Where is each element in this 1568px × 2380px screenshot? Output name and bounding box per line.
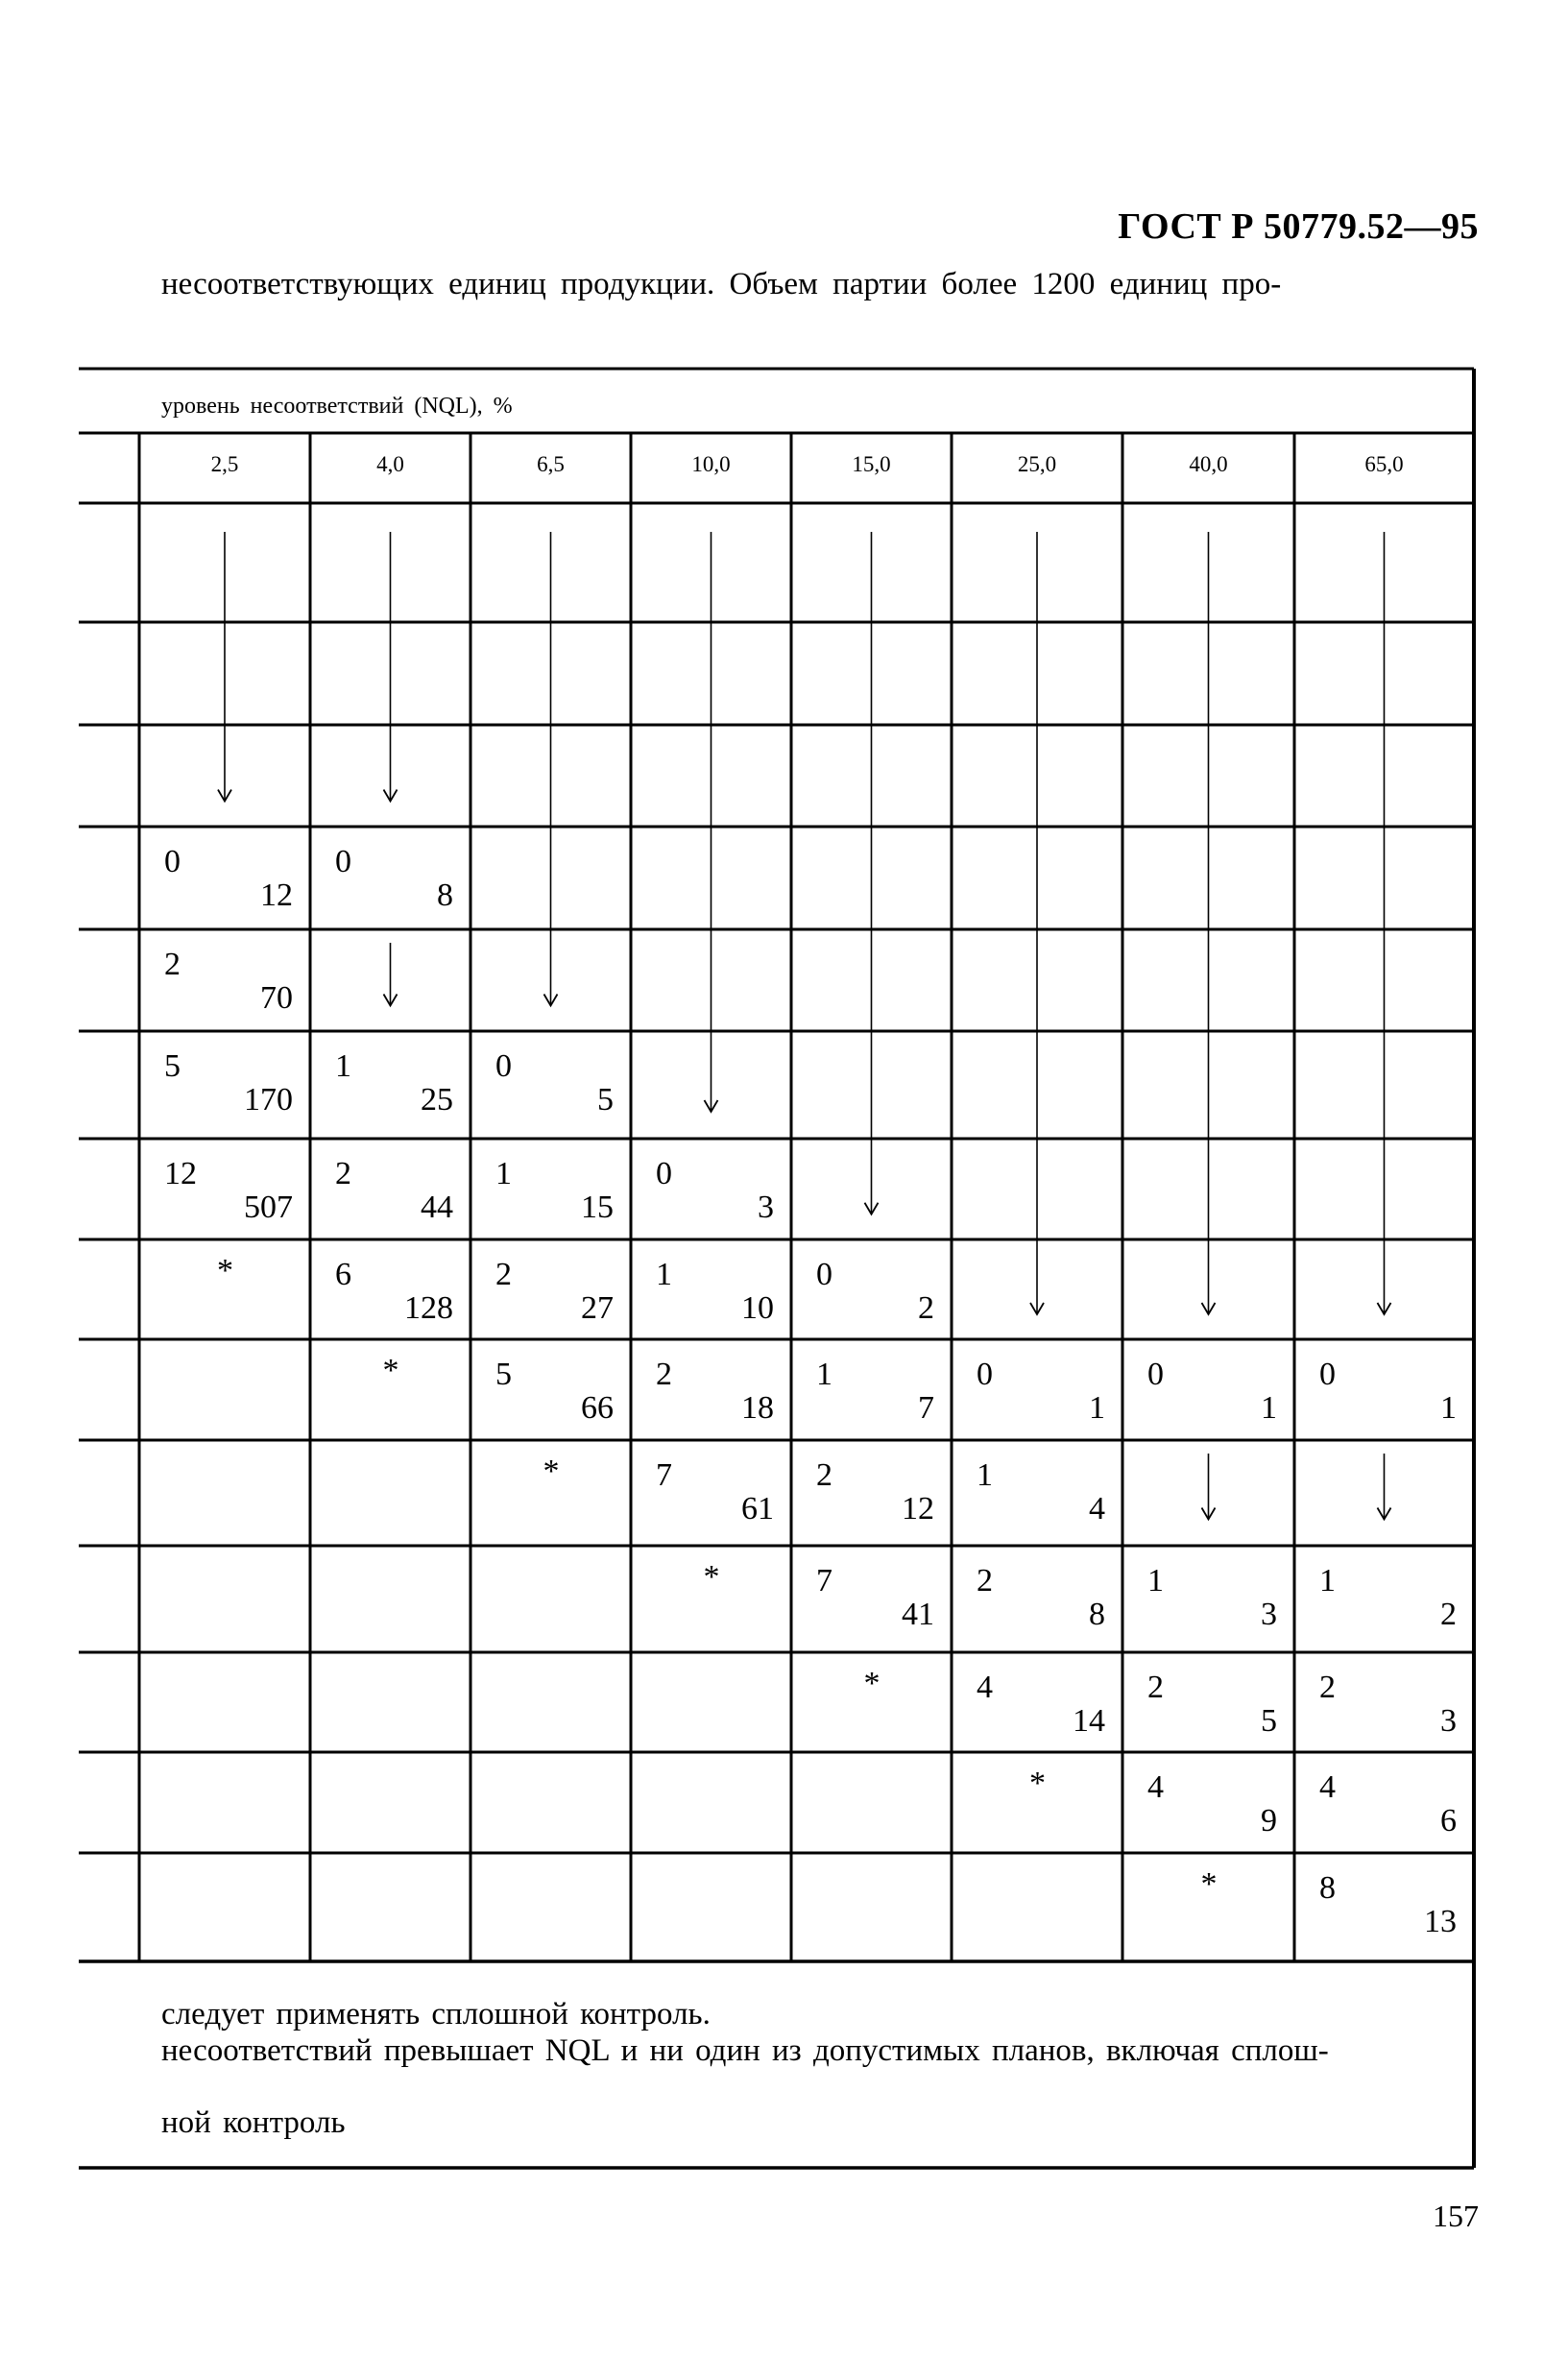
sample-size: 3 bbox=[758, 1190, 774, 1225]
sample-size: 44 bbox=[421, 1190, 453, 1225]
column-header: 4,0 bbox=[376, 452, 404, 476]
acceptance-number: 2 bbox=[495, 1257, 512, 1292]
acceptance-number: 2 bbox=[816, 1457, 832, 1493]
acceptance-number: 0 bbox=[1147, 1357, 1164, 1392]
acceptance-number: 1 bbox=[335, 1048, 351, 1084]
acceptance-number: 1 bbox=[1319, 1563, 1336, 1599]
acceptance-number: 0 bbox=[495, 1048, 512, 1084]
asterisk-mark: * bbox=[1200, 1866, 1218, 1902]
note-line-3: ной контроль bbox=[161, 2105, 346, 2140]
acceptance-number: 6 bbox=[335, 1257, 351, 1292]
note-line-1: следует применять сплошной контроль. bbox=[161, 1997, 711, 2031]
sample-size: 25 bbox=[421, 1082, 453, 1118]
sample-size: 3 bbox=[1440, 1703, 1457, 1739]
asterisk-mark: * bbox=[703, 1559, 720, 1595]
acceptance-number: 4 bbox=[977, 1670, 993, 1705]
acceptance-number: 4 bbox=[1319, 1769, 1336, 1805]
acceptance-number: 0 bbox=[816, 1257, 832, 1292]
sample-size: 7 bbox=[918, 1390, 934, 1426]
sample-size: 6 bbox=[1440, 1803, 1457, 1839]
sample-size: 13 bbox=[1424, 1904, 1457, 1939]
sample-size: 1 bbox=[1440, 1390, 1457, 1426]
sample-size: 2 bbox=[918, 1290, 934, 1326]
asterisk-mark: * bbox=[543, 1454, 560, 1489]
note-line-2: несоответствий превышает NQL и ни один из допустимых планов, включая сплош- bbox=[161, 2033, 1329, 2068]
sample-size: 12 bbox=[260, 877, 293, 913]
acceptance-number: 2 bbox=[656, 1357, 672, 1392]
asterisk-mark: * bbox=[863, 1666, 880, 1701]
acceptance-number: 2 bbox=[164, 947, 181, 982]
sample-size: 1 bbox=[1261, 1390, 1277, 1426]
sample-size: 170 bbox=[244, 1082, 293, 1118]
acceptance-number: 0 bbox=[164, 844, 181, 879]
acceptance-number: 0 bbox=[656, 1156, 672, 1191]
column-header: 10,0 bbox=[691, 452, 731, 476]
acceptance-number: 1 bbox=[495, 1156, 512, 1191]
column-header: 25,0 bbox=[1017, 452, 1057, 476]
intro-text: несоответствующих единиц продукции. Объем партии более 1200 единиц про- bbox=[161, 267, 1282, 301]
column-header: 6,5 bbox=[537, 452, 565, 476]
sample-size: 61 bbox=[741, 1491, 774, 1527]
sample-size: 27 bbox=[581, 1290, 614, 1326]
sample-size: 1 bbox=[1089, 1390, 1105, 1426]
acceptance-number: 1 bbox=[1147, 1563, 1164, 1599]
acceptance-number: 2 bbox=[335, 1156, 351, 1191]
acceptance-number: 5 bbox=[164, 1048, 181, 1084]
sample-size: 15 bbox=[581, 1190, 614, 1225]
sample-size: 8 bbox=[437, 877, 453, 913]
page-number: 157 bbox=[1433, 2199, 1479, 2233]
column-header: 15,0 bbox=[852, 452, 891, 476]
sample-size: 70 bbox=[260, 980, 293, 1016]
acceptance-number: 4 bbox=[1147, 1769, 1164, 1805]
sample-size: 12 bbox=[902, 1491, 934, 1527]
acceptance-number: 8 bbox=[1319, 1870, 1336, 1906]
acceptance-number: 0 bbox=[335, 844, 351, 879]
column-header: 65,0 bbox=[1364, 452, 1404, 476]
sample-size: 2 bbox=[1440, 1597, 1457, 1632]
acceptance-number: 1 bbox=[656, 1257, 672, 1292]
sample-size: 5 bbox=[597, 1082, 614, 1118]
sample-size: 66 bbox=[581, 1390, 614, 1426]
sample-size: 5 bbox=[1261, 1703, 1277, 1739]
acceptance-number: 2 bbox=[1147, 1670, 1164, 1705]
sample-size: 128 bbox=[404, 1290, 453, 1326]
acceptance-number: 12 bbox=[164, 1156, 197, 1191]
acceptance-number: 2 bbox=[977, 1563, 993, 1599]
column-header: 40,0 bbox=[1189, 452, 1228, 476]
acceptance-number: 7 bbox=[656, 1457, 672, 1493]
asterisk-mark: * bbox=[382, 1353, 399, 1388]
sample-size: 507 bbox=[244, 1190, 293, 1225]
sample-size: 9 bbox=[1261, 1803, 1277, 1839]
acceptance-number: 0 bbox=[977, 1357, 993, 1392]
nql-level-label: уровень несоответствий (NQL), % bbox=[161, 394, 513, 419]
sample-size: 3 bbox=[1261, 1597, 1277, 1632]
sample-size: 18 bbox=[741, 1390, 774, 1426]
acceptance-number: 1 bbox=[816, 1357, 832, 1392]
sample-size: 41 bbox=[902, 1597, 934, 1632]
sample-size: 4 bbox=[1089, 1491, 1105, 1527]
acceptance-number: 2 bbox=[1319, 1670, 1336, 1705]
sample-size: 14 bbox=[1073, 1703, 1105, 1739]
acceptance-number: 5 bbox=[495, 1357, 512, 1392]
acceptance-number: 0 bbox=[1319, 1357, 1336, 1392]
sample-size: 10 bbox=[741, 1290, 774, 1326]
acceptance-number: 1 bbox=[977, 1457, 993, 1493]
asterisk-mark: * bbox=[1029, 1766, 1046, 1801]
acceptance-number: 7 bbox=[816, 1563, 832, 1599]
page-header-title: ГОСТ Р 50779.52—95 bbox=[1118, 206, 1479, 247]
sample-size: 8 bbox=[1089, 1597, 1105, 1632]
column-header: 2,5 bbox=[210, 452, 239, 476]
asterisk-mark: * bbox=[217, 1253, 233, 1288]
